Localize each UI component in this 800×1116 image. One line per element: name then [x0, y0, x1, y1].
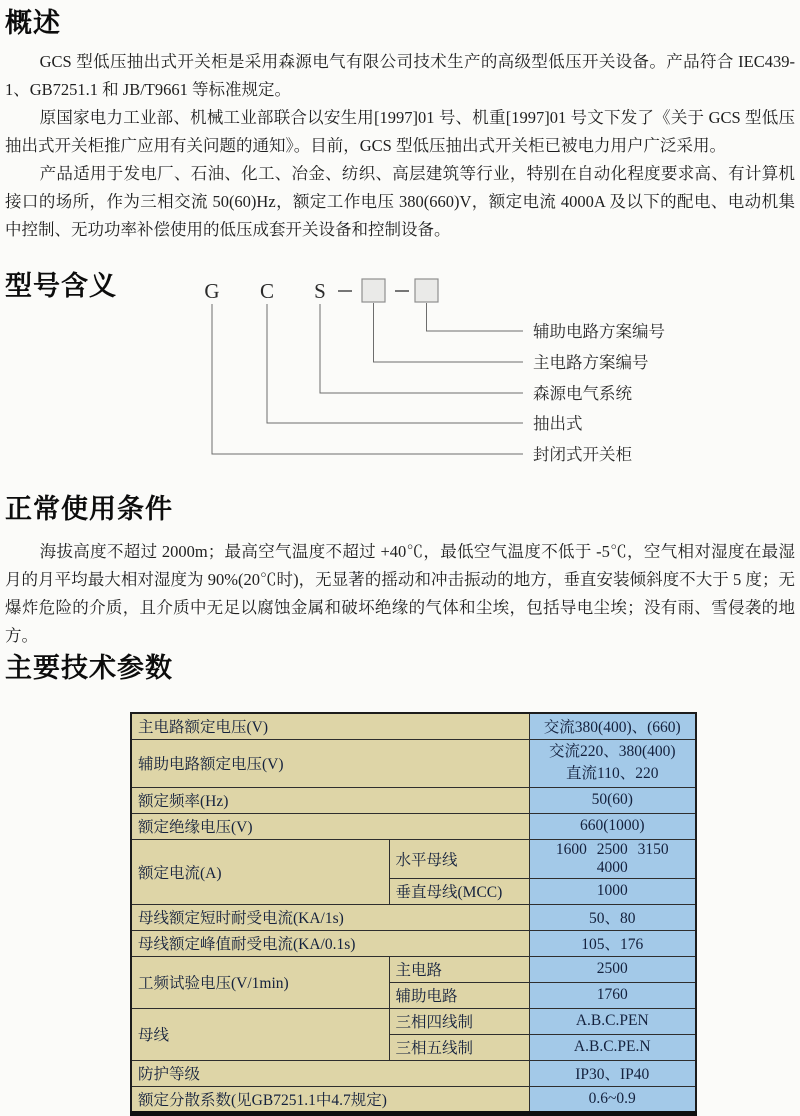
table-row — [131, 1008, 696, 1034]
param-label: 额定分散系数(见GB7251.1中4.7规定) — [131, 1086, 529, 1113]
model-meaning-section — [5, 266, 795, 481]
table-row — [131, 787, 696, 813]
subparam-label: 三相四线制 — [389, 1008, 529, 1034]
scheme-box-aux — [415, 279, 438, 302]
table-row — [131, 930, 696, 956]
param-value: 2500 — [529, 956, 696, 982]
overview-heading: 概述 — [5, 8, 61, 38]
table-row — [131, 839, 696, 878]
param-label: 母线额定峰值耐受电流(KA/0.1s) — [131, 930, 529, 956]
code-letter-g: G — [204, 279, 220, 303]
table-row — [131, 739, 696, 787]
param-label: 额定电流(A) — [131, 839, 389, 904]
param-value: IP30、IP40 — [529, 1060, 696, 1086]
table-row — [131, 956, 696, 982]
table-row — [131, 1060, 696, 1086]
param-label: 防护等级 — [131, 1060, 529, 1086]
param-value — [529, 739, 696, 787]
param-value: 1760 — [529, 982, 696, 1008]
param-value: 1600 2500 3150 4000 — [529, 839, 696, 878]
param-label: 母线 — [131, 1008, 389, 1060]
conditions-heading: 正常使用条件 — [5, 494, 173, 524]
param-label: 工频试验电压(V/1min) — [131, 956, 389, 1008]
model-heading: 型号含义 — [5, 271, 117, 301]
param-value: A.B.C.PEN — [529, 1008, 696, 1034]
param-value: 50、80 — [529, 904, 696, 930]
model-designation-diagram — [5, 266, 800, 481]
param-value: 50(60) — [529, 787, 696, 813]
param-value: 交流380(400)、(660) — [529, 713, 696, 739]
code-letter-c: C — [259, 279, 275, 303]
table-row — [131, 904, 696, 930]
overview-paragraph: 原国家电力工业部、机械工业部联合以安生用[1997]01 号、机重[1997]01 号文下发了《关于 GCS 型低压抽出式开关柜推广应用有关问题的通知》。目前，GCS 型低压抽出式开关柜已被电力用户广泛采用。 — [5, 108, 795, 155]
param-value: 1000 — [529, 878, 696, 904]
callout-line-aux-scheme — [427, 303, 524, 331]
subparam-label: 垂直母线(MCC) — [389, 878, 529, 904]
branch-label-drawout: 抽出式 — [533, 414, 583, 433]
param-value: 0.6~0.9 — [529, 1086, 696, 1113]
value-line: 直流110、220 — [566, 765, 659, 782]
param-label: 主电路额定电压(V) — [131, 713, 529, 739]
branch-label-enclosed: 封闭式开关柜 — [533, 445, 632, 464]
tech-params-table — [130, 712, 697, 1116]
table-row — [131, 813, 696, 839]
scheme-box-main — [362, 279, 385, 302]
param-label: 母线额定短时耐受电流(KA/1s) — [131, 904, 529, 930]
overview-paragraph: 产品适用于发电厂、石油、化工、冶金、纺织、高层建筑等行业，特别在自动化程度要求高、有计算机接口的场所，作为三相交流 50(60)Hz，额定工作电压 380(660)V，额定电流 4000A 及以下的配电、电动机集中控制、无功功率补偿使用的低压成套开关设备和控制设备。 — [5, 164, 795, 239]
param-label: 额定绝缘电压(V) — [131, 813, 529, 839]
overview-paragraph: GCS 型低压抽出式开关柜是采用森源电气有限公司技术生产的高级型低压开关设备。产品符合 IEC439-1、GB7251.1 和 JB/T9661 等标准规定。 — [5, 52, 795, 99]
param-label: 辅助电路额定电压(V) — [131, 739, 529, 787]
param-value: 105、176 — [529, 930, 696, 956]
callout-line-enclosed — [212, 304, 523, 454]
code-letter-s: S — [314, 279, 326, 303]
callout-line-drawout — [267, 304, 523, 423]
overview-section — [5, 48, 795, 244]
subparam-label: 辅助电路 — [389, 982, 529, 1008]
branch-label-aux-scheme: 辅助电路方案编号 — [533, 322, 665, 341]
conditions-paragraph: 海拔高度不超过 2000m；最高空气温度不超过 +40℃，最低空气温度不低于 -5℃，空气相对湿度在最湿月的月平均最大相对湿度为 90%(20℃时)，无显著的摇动和冲击振动的地方，垂直安装倾斜度不大于 5 度；无爆炸危险的介质，且介质中无足以腐蚀金属和破坏绝缘的气体和尘埃，包括导电尘埃；没有雨、雪侵袭的地方。 — [5, 542, 795, 645]
callout-line-main-scheme — [374, 303, 524, 362]
branch-label-senyuan: 森源电气系统 — [533, 384, 632, 403]
subparam-label: 水平母线 — [389, 839, 529, 878]
parameters-heading: 主要技术参数 — [5, 653, 173, 683]
branch-label-main-scheme: 主电路方案编号 — [533, 353, 649, 372]
value-line: 交流220、380(400) — [548, 743, 676, 760]
subparam-label: 三相五线制 — [389, 1034, 529, 1060]
callout-line-senyuan — [320, 304, 523, 393]
param-label: 额定频率(Hz) — [131, 787, 529, 813]
table-row — [131, 713, 696, 739]
param-value: A.B.C.PE.N — [529, 1034, 696, 1060]
table-row — [131, 1086, 696, 1113]
param-value: 660(1000) — [529, 813, 696, 839]
subparam-label: 主电路 — [389, 956, 529, 982]
